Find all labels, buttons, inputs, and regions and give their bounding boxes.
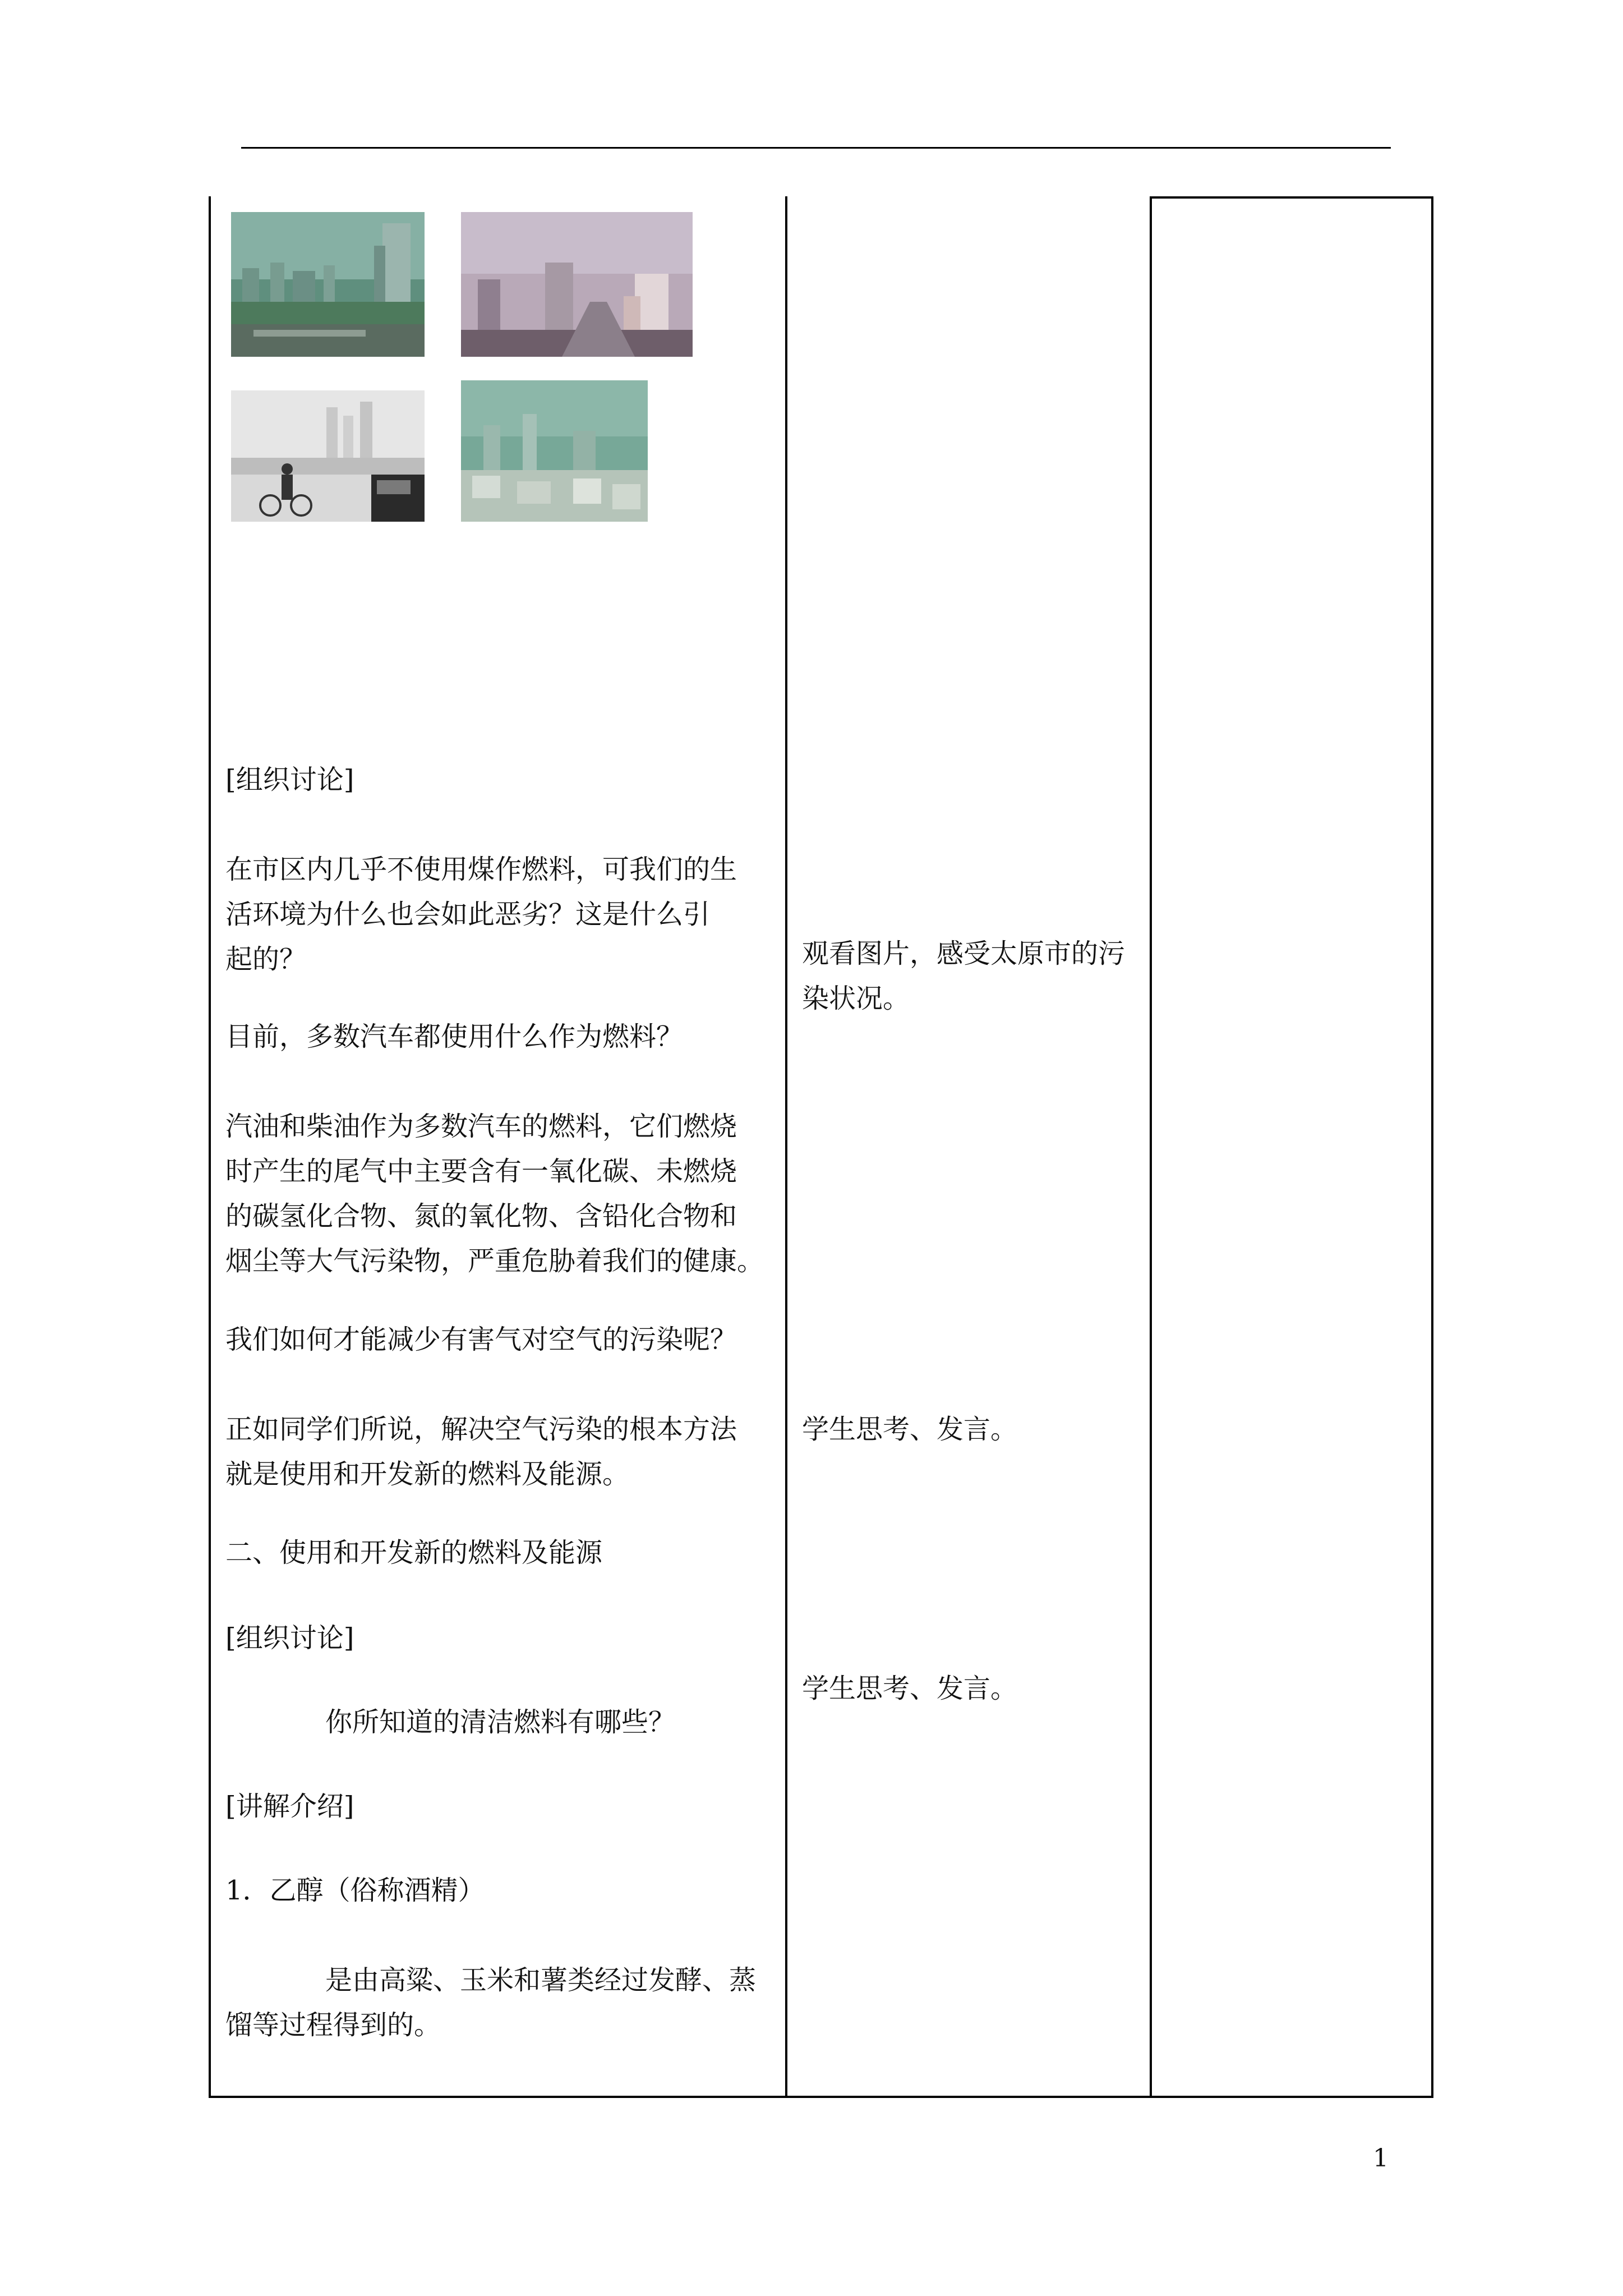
para-solution-line-2: 就是使用和开发新的燃料及能源。 <box>225 1458 630 1490</box>
table-divider-2 <box>1150 196 1152 2098</box>
page-number: 1 <box>1373 2144 1389 2173</box>
discussion-heading-2: [组织讨论] <box>225 1622 354 1654</box>
hazy-city-photo <box>461 380 648 522</box>
table-divider-1 <box>785 196 787 2098</box>
para-exhaust-line-1: 汽油和柴油作为多数汽车的燃料，它们燃烧 <box>225 1111 737 1142</box>
item-1-line-2: 馏等过程得到的。 <box>225 2009 441 2041</box>
smoggy-city-photo <box>461 212 693 357</box>
question-4: 你所知道的清洁燃料有哪些？ <box>325 1706 676 1738</box>
question-2: 目前，多数汽车都使用什么作为燃料？ <box>225 1021 684 1052</box>
activity-1-line-2: 染状况。 <box>802 983 910 1014</box>
question-3: 我们如何才能减少有害气对空气的污染呢？ <box>225 1324 737 1355</box>
para-exhaust-line-3: 的碳氢化合物、氮的氧化物、含铅化合物和 <box>225 1200 737 1232</box>
question-1-line-1: 在市区内几乎不使用煤作燃料，可我们的生 <box>225 854 737 885</box>
city-skyline-photo <box>231 212 425 357</box>
question-1-line-2: 活环境为什么也会如此恶劣？这是什么引 <box>225 899 711 930</box>
question-1-line-3: 起的？ <box>225 944 307 975</box>
table-border-right <box>1431 196 1433 2098</box>
table-top-right-cell <box>1150 196 1433 199</box>
para-exhaust-line-4: 烟尘等大气污染物，严重危胁着我们的健康。 <box>225 1245 764 1277</box>
para-solution-line-1: 正如同学们所说，解决空气污染的根本方法 <box>225 1414 737 1445</box>
header-rule <box>241 147 1391 149</box>
table-border-left <box>209 196 211 2098</box>
discussion-heading-1: [组织讨论] <box>225 764 354 795</box>
activity-3: 学生思考、发言。 <box>802 1673 1018 1704</box>
para-exhaust-line-2: 时产生的尾气中主要含有一氧化碳、未燃烧 <box>225 1156 737 1187</box>
item-1-line-1: 是由高粱、玉米和薯类经过发酵、蒸 <box>325 1964 757 1996</box>
table-bottom <box>209 2096 1433 2098</box>
item-1-title: 1．乙醇（俗称酒精） <box>225 1875 485 1906</box>
activity-2: 学生思考、发言。 <box>802 1414 1018 1445</box>
activity-1-line-1: 观看图片，感受太原市的污 <box>802 938 1126 969</box>
explain-heading: [讲解介绍] <box>225 1791 354 1822</box>
bicycle-smog-photo <box>231 390 425 522</box>
section-title: 二、使用和开发新的燃料及能源 <box>225 1537 603 1568</box>
